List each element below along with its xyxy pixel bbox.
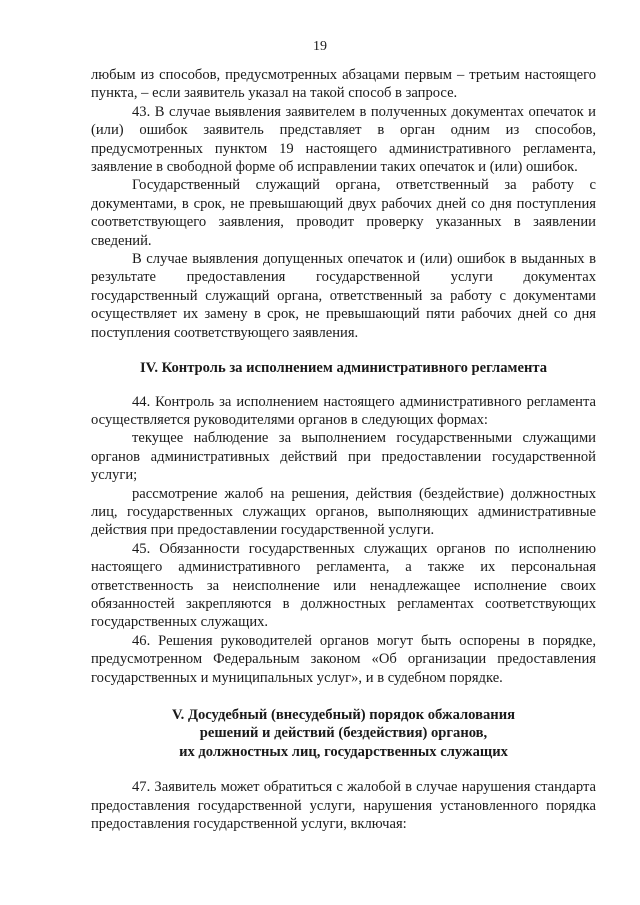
section-5-heading-line: их должностных лиц, государственных служащих [179, 743, 508, 760]
paragraph: рассмотрение жалоб на решения, действия (бездействие) должностных лиц, государственных служащих органов, выполняющих административные действия при предоставлении государственной услуги. [91, 485, 596, 539]
section-5-heading [91, 706, 596, 761]
paragraph: любым из способов, предусмотренных абзацами первым – третьим настоящего пункта, – если заявитель указал на такой способ в запросе. [91, 67, 596, 102]
paragraph-45: 45. Обязанности государственных служащих органов по исполнению настоящего административного регламента, а также их персональная ответственность за неисполнение или ненадлежащее исполнение своих обязанностей закрепляются в должностных регламентах соответствующих государственных служащих. [91, 540, 596, 631]
paragraph-44: 44. Контроль за исполнением настоящего административного регламента осуществляется руководителями органов в следующих формах: [91, 393, 596, 428]
page-number: 19 [313, 39, 327, 54]
paragraph-47: 47. Заявитель может обратиться с жалобой в случае нарушения стандарта предоставления государственной услуги, нарушения установленного порядка предоставления государственной услуги, включая: [91, 779, 596, 833]
section-5-heading-line: решений и действий (бездействия) органов, [199, 725, 488, 742]
section-5-heading-line: V. Досудебный (внесудебный) порядок обжалования [171, 707, 515, 723]
section-4-heading: IV. Контроль за исполнением административного регламента [140, 360, 547, 377]
paragraph: Государственный служащий органа, ответственный за работу с документами, в срок, не превышающий двух рабочих дней со дня поступления соответствующего заявления, проводит проверку указанных в заявлении сведений. [91, 177, 596, 249]
page-content [91, 66, 596, 833]
paragraph-43: 43. В случае выявления заявителем в полученных документах опечаток и (или) ошибок заявитель представляет в орган одним из способов, предусмотренных пунктом 19 настоящего административного регламента, заявление в свободной форме об исправлении таких опечаток и (или) ошибок. [91, 103, 596, 176]
paragraph-46: 46. Решения руководителей органов могут быть оспорены в порядке, предусмотренном Федеральным законом «Об организации предоставления государственных и муниципальных услуг», и в судебном порядке. [91, 632, 596, 686]
paragraph: В случае выявления допущенных опечаток и (или) ошибок в выданных в результате предоставления государственной услуги документах государственный служащий органа, ответственный за работу с документами осуществляет их замену в срок, не превышающий пяти рабочих дней со дня поступления соответствующего заявления. [91, 251, 596, 341]
paragraph: текущее наблюдение за выполнением государственными служащими органов административных действий при предоставлении государственной услуги; [91, 430, 596, 484]
